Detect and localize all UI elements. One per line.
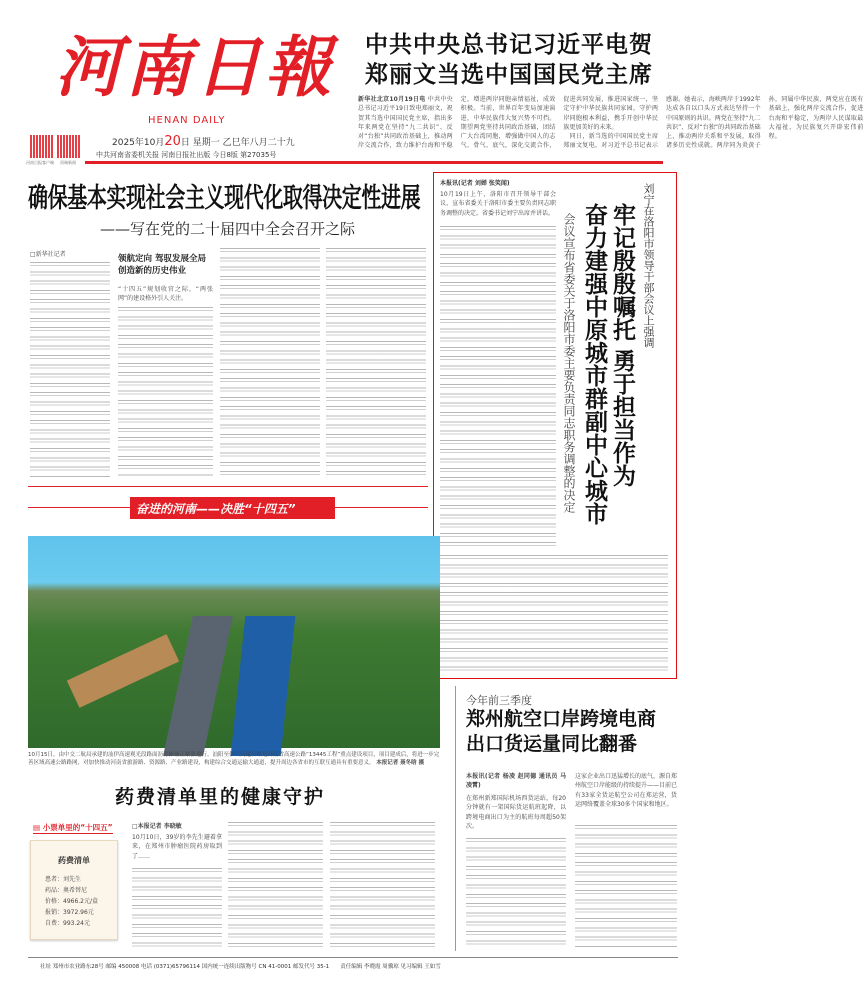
article-lead: 这家企业出口迅猛增长的底气，源自郑州航空口岸能级的持续提升——目前已有33家全货运航空公司在郑运营，货运网络覆盖全球30多个国家和地区。 xyxy=(575,773,678,808)
article-column xyxy=(326,248,426,477)
article-column xyxy=(228,822,323,947)
footer-info: 社址 郑州市农业路东28号 邮编 450008 电话 (0371)65796114 国内统一连续出版物号 CN 41-0001 邮发代号 35-1 责任编辑 李晓霞 周骥琼 见习编辑 王如雪 xyxy=(40,964,441,970)
highway-photo xyxy=(28,536,440,748)
byline: 本报讯(记者 杨凌 赵同德 通讯员 马凌霄) xyxy=(466,773,566,790)
footer-rule xyxy=(28,957,678,958)
lead-headline: 确保基本实现社会主义现代化取得决定性进展 xyxy=(28,183,421,214)
issue-info: 中共河南省委机关报 河南日报社出版 今日8版 第27035号 xyxy=(96,151,277,159)
qr-label: 顶端新闻 xyxy=(60,160,76,165)
article-lead: 10月10日，39岁的李先生避着拿来，在郑州市肿瘤医院药房取到了…… xyxy=(132,834,222,860)
byline: 本报讯(记者 刘婵 张笑闻) xyxy=(440,180,510,187)
top-headline: 中共中央总书记习近平电贺 郑丽文当选中国国民党主席 xyxy=(365,32,653,88)
article-column xyxy=(440,226,556,550)
article-column xyxy=(466,838,566,948)
medicine-headline: 药费清单里的健康守护 xyxy=(115,786,326,808)
article-column xyxy=(220,248,320,477)
section-heading: 领航定向 驾驭发展全局创造新的历史伟业 xyxy=(118,254,206,276)
divider xyxy=(28,486,428,487)
issue-date: 2025年10月20日 星期一 乙巳年八月二十九 xyxy=(112,134,295,149)
airport-headline: 郑州航空口岸跨境电商 出口货运量同比翻番 xyxy=(466,708,657,755)
qr-code-icon[interactable] xyxy=(57,135,80,158)
luoyang-headline: 牢记殷殷嘱托 勇于担当作为 奋力建强中原城市群副中心城市 xyxy=(581,203,635,525)
lead-subtitle: ——写在党的二十届四中全会召开之际 xyxy=(100,220,356,238)
qr-code-icon[interactable] xyxy=(30,135,53,158)
article-column xyxy=(30,262,110,477)
article-column xyxy=(132,868,222,948)
article-column xyxy=(575,825,677,948)
qr-label: 河南日报客户端 xyxy=(26,160,54,165)
article-column xyxy=(440,555,668,673)
section-banner: 奋进的河南——决胜“十四五” xyxy=(130,497,335,519)
kicker: 今年前三季度 xyxy=(466,694,532,707)
article-lead: 在郑州新郑国际机场西货运站，每20分钟就有一架国际货运航班起降，以跨境电商出口为主的航班每周超50架次。 xyxy=(466,795,566,830)
byline: □本报记者 李晓敏 xyxy=(132,823,182,830)
article-column xyxy=(118,307,213,477)
article-snippet: “十四五”规划收官之际，“两张网”的建设格外引人关注。 xyxy=(118,286,213,303)
article-lead: 10月19日上午，洛阳市召开领导干部会议，宣布省委关于洛阳市委主要负责同志职务调整的决定。省委书记刘宁出席并讲话。 xyxy=(440,191,556,217)
masthead-rule xyxy=(85,161,663,164)
top-story-body: 新华社北京10月19日电 中共中央总书记习近平19日致电郑丽文，祝贺其当选中国国民党主席，指出多年来两党在坚持“九二共识”、反对“台独”共同政治基础上，推动两岸交流合作，致力维护台海和平稳定，增进两岸同胞亲情福祉，成效积极。当前，世界百年变局加速演进，中华民族伟大复兴势不可挡。期望两党坚持共同政治基础，团结广大台湾同胞，增强做中国人的志气、骨气、底气，深化交流合作，促进共同发展，推进国家统一，坚定守护中华民族共同家园，守护两岸同胞根本利益，携手开创中华民族更加美好的未来。 同日，新当选的中国国民党主席郑丽文复电，对习近平总书记表示感谢。她表示，海峡两岸于1992年达成各自以口头方式表达坚持一个中国原则的共识。两党在坚持“九二共识”、反对“台独”的共同政治基础上，推动两岸关系和平发展，取得诸多历史性成就。两岸同为炎黄子孙，同属中华民族，两党应在既有基础上，强化两岸交流合作，促进台海和平稳定，为两岸人民谋取最大福祉，为民族复兴开辟宏伟前程。 xyxy=(358,96,863,150)
receipt-graphic: 药费清单 患者：刘先生 药品：奥希替尼 价格：4966.2元/盒 报销：3972.96元 自费：993.24元 xyxy=(30,840,118,940)
deck: 会议宣布省委关于洛阳市委主要负责同志职务调整的决定 xyxy=(562,213,576,513)
divider xyxy=(455,686,456,951)
kicker: 刘宁在洛阳市领导干部会议上强调 xyxy=(642,183,655,348)
newspaper-logo: 河南日報 xyxy=(55,28,335,106)
byline: □新华社记者 xyxy=(30,251,66,258)
photo-caption: 10月15日，由中交二航局承建的汕伊高速观光段路面沥青摊铺正紧张进行。汕阳至伊川高速公路是河南省高速公路“13445工程”重点建设项目，项目建成后，将进一步完善区域高速公路路网，对加快推动河南省旅游路、资源路、产业路建设，构建综合交通运输大通道，提升周边各省市的互联互通具有重要意义。 本报记者 聂冬晗 摄 xyxy=(28,752,440,766)
english-name: HENAN DAILY xyxy=(148,115,226,126)
article-column xyxy=(330,822,435,947)
series-tag: ▤ 小票单里的“十四五” xyxy=(33,823,113,832)
